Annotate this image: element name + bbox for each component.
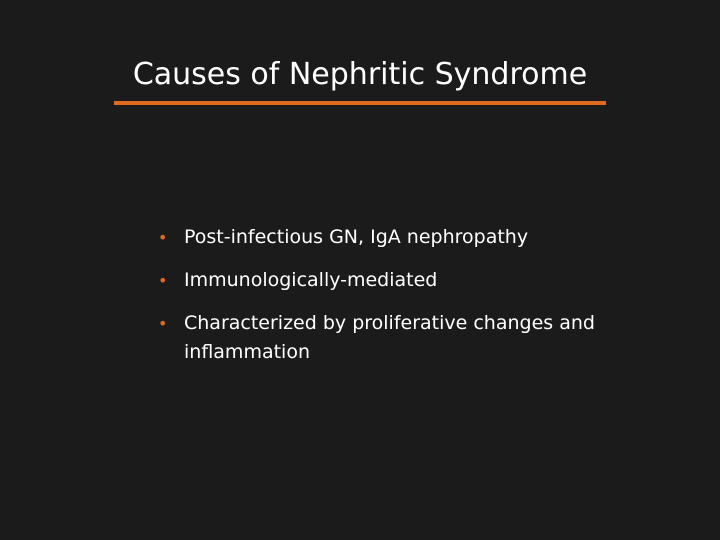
bullet-item	[156, 309, 616, 367]
bullet-icon: •	[158, 228, 168, 247]
bullet-item	[156, 223, 616, 252]
bullet-icon: •	[158, 314, 168, 333]
bullet-item	[156, 266, 616, 295]
bullet-text: Immunologically-mediated	[184, 269, 438, 291]
title-underline	[114, 101, 606, 105]
bullet-text: Characterized by proliferative changes and inflammation	[184, 312, 595, 363]
bullet-text: Post-infectious GN, IgA nephropathy	[184, 226, 529, 248]
bullet-icon: •	[158, 271, 168, 290]
slide-title: Causes of Nephritic Syndrome	[132, 57, 588, 92]
bullet-list	[156, 223, 616, 381]
